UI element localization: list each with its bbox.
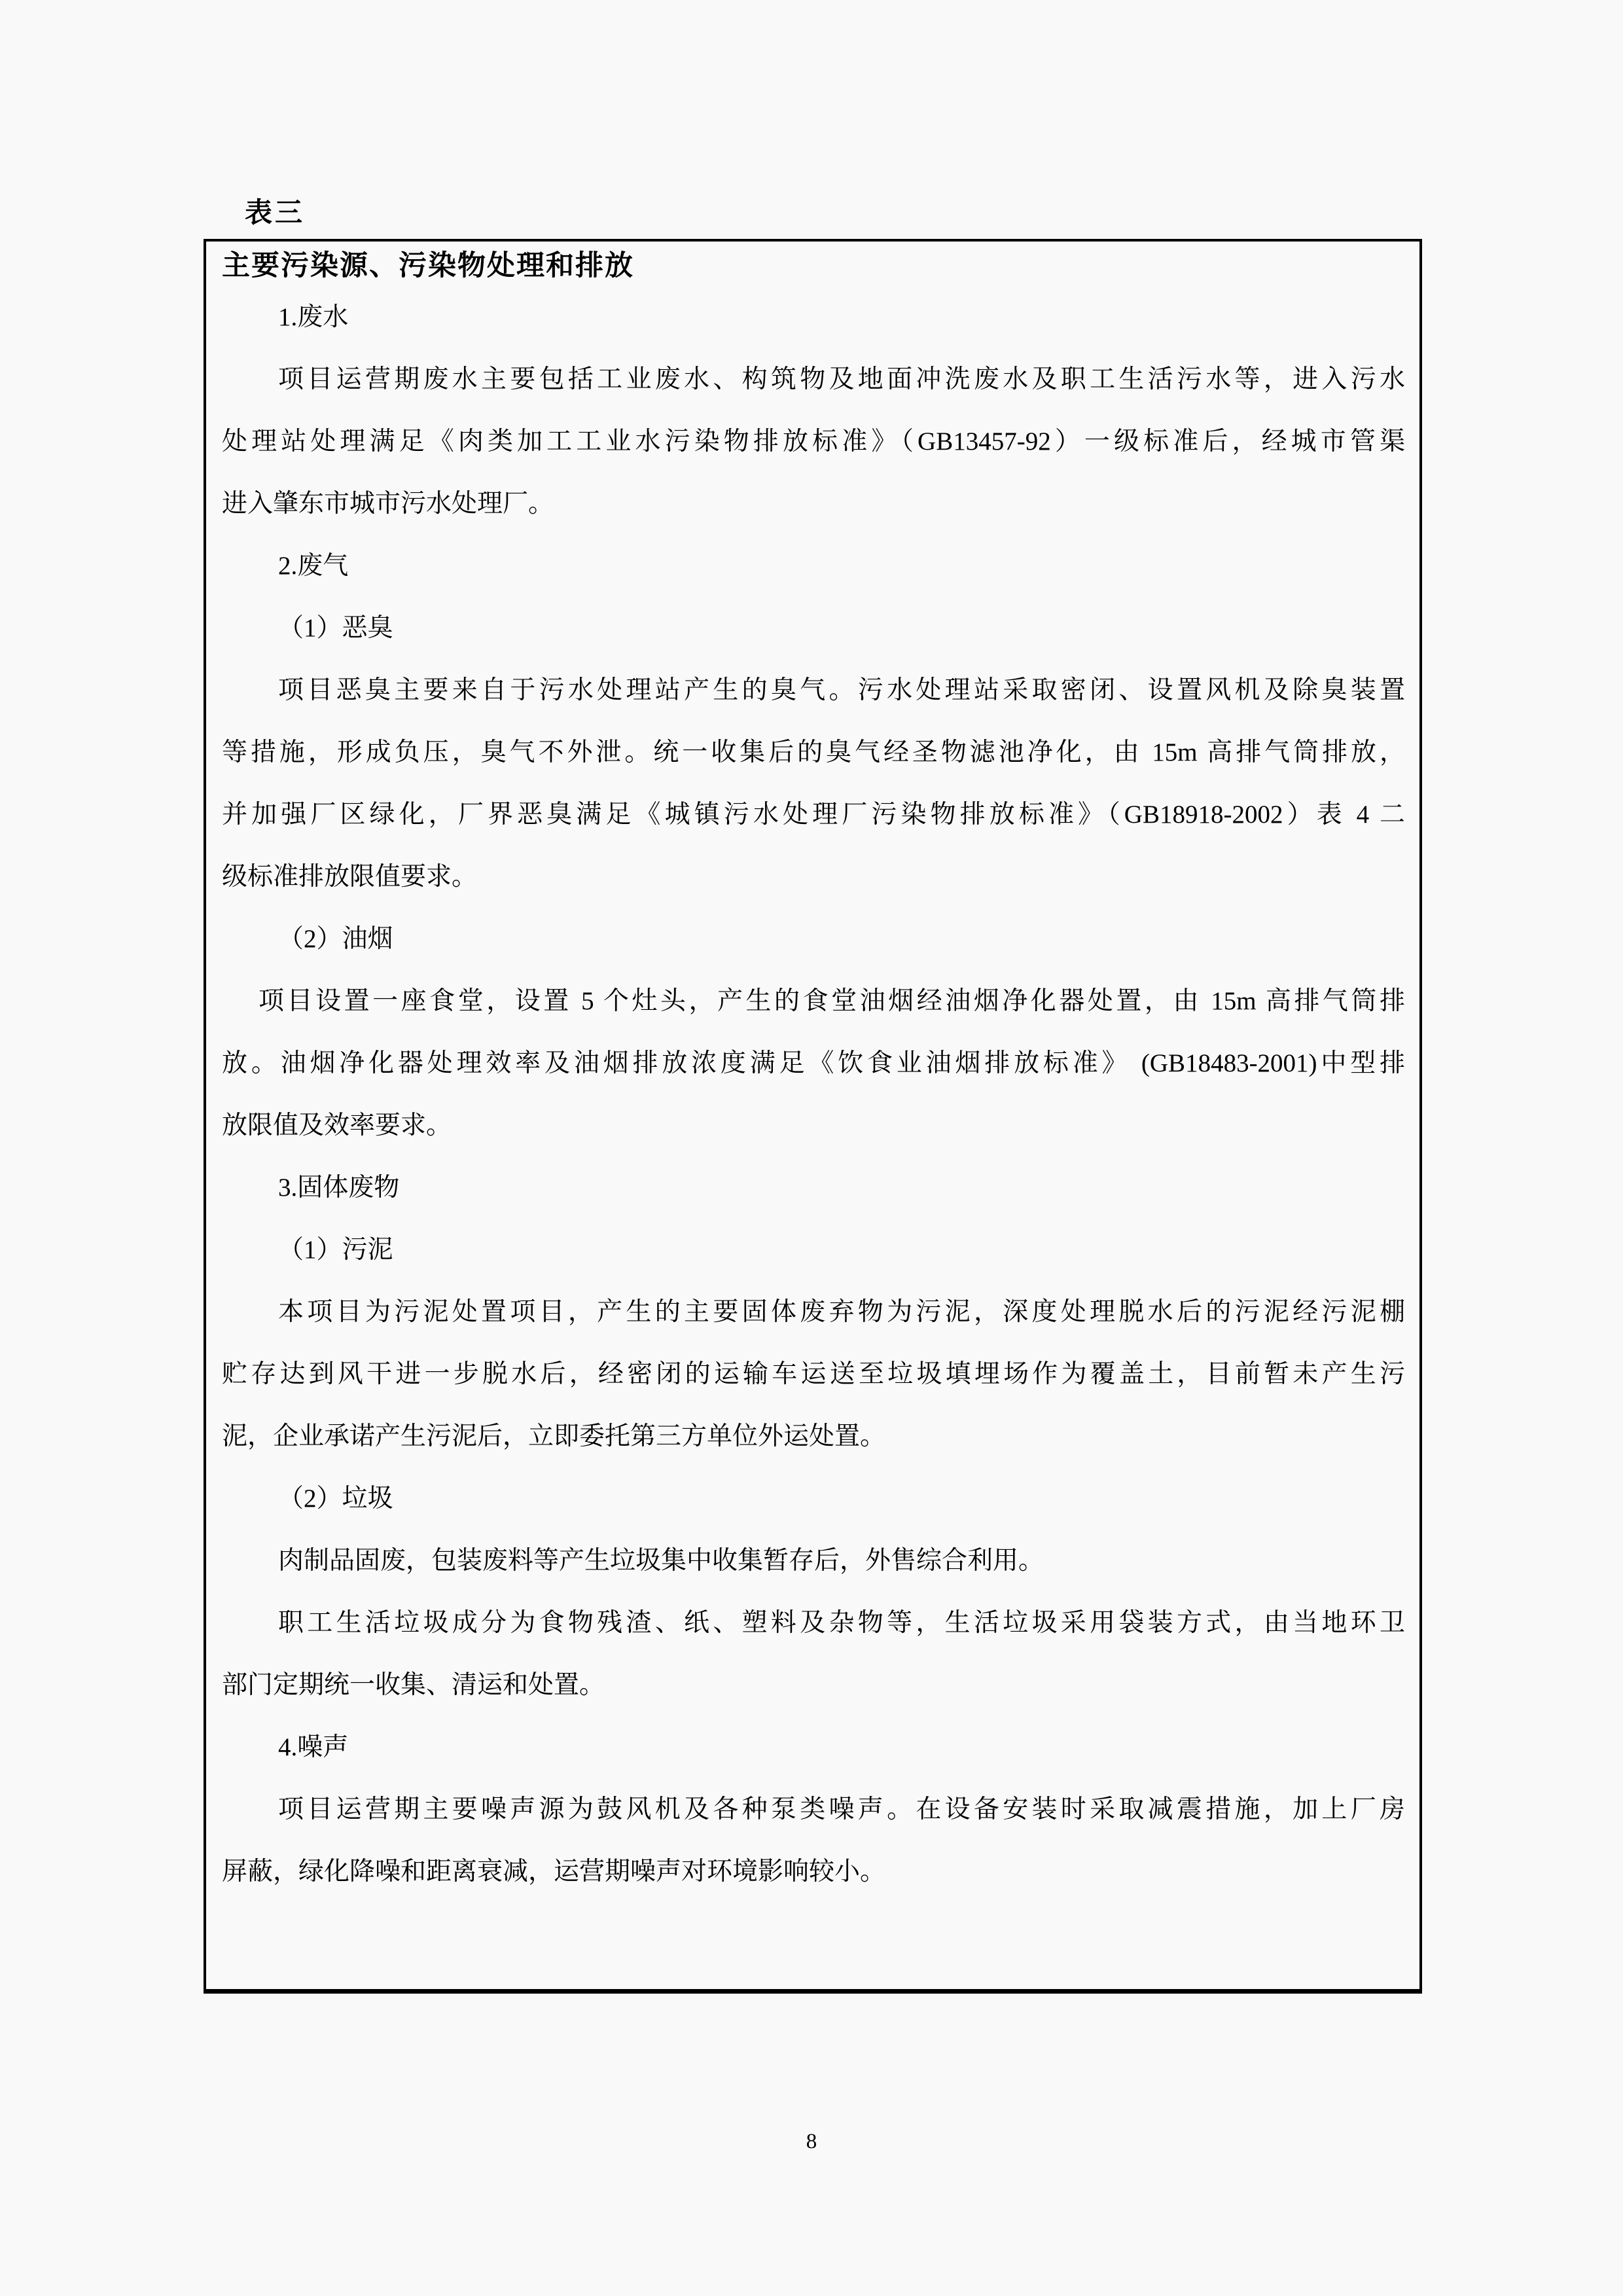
heading-noise: 4.噪声 — [278, 1733, 349, 1761]
paragraph-line: 放限值及效率要求。 — [222, 1111, 452, 1139]
paragraph-line: 本项目为污泥处置项目，产生的主要固体废弃物为污泥，深度处理脱水后的污泥经污泥棚 — [278, 1298, 1405, 1326]
paragraph-line: 放。油烟净化器处理效率及油烟排放浓度满足《饮食业油烟排放标准》 (GB18483-2001)中型排 — [222, 1049, 1405, 1077]
paragraph-line: 进入肇东市城市污水处理厂。 — [222, 490, 554, 518]
heading-odor: （1）恶臭 — [278, 614, 393, 642]
paragraph-line: 肉制品固废，包装废料等产生垃圾集中收集暂存后，外售综合利用。 — [278, 1547, 1044, 1575]
paragraph-line: 处理站处理满足《肉类加工工业水污染物排放标准》（GB13457-92）一级标准后，经城市管渠 — [222, 427, 1405, 456]
page-number: 8 — [806, 2130, 817, 2153]
paragraph-line: 等措施，形成负压，臭气不外泄。统一收集后的臭气经圣物滤池净化，由 15m 高排气筒排放， — [222, 738, 1405, 766]
paragraph-line: 项目运营期废水主要包括工业废水、构筑物及地面冲洗废水及职工生活污水等，进入污水 — [278, 365, 1405, 393]
heading-fume: （2）油烟 — [278, 925, 393, 953]
form-table-cell — [204, 239, 1422, 1994]
paragraph-line: 并加强厂区绿化，厂界恶臭满足《城镇污水处理厂污染物排放标准》（GB18918-2002）表 4 二 — [222, 800, 1405, 829]
heading-waste-gas: 2.废气 — [278, 552, 349, 580]
heading-solid-waste: 3.固体废物 — [278, 1174, 400, 1202]
paragraph-line: 项目设置一座食堂，设置 5 个灶头，产生的食堂油烟经油烟净化器处置，由 15m 高排气筒排 — [259, 987, 1405, 1015]
heading-garbage: （2）垃圾 — [278, 1484, 393, 1513]
paragraph-line: 泥，企业承诺产生污泥后，立即委托第三方单位外运处置。 — [222, 1422, 886, 1450]
heading-wastewater: 1.废水 — [278, 303, 349, 331]
section-title: 主要污染源、污染物处理和排放 — [222, 250, 634, 281]
heading-sludge: （1）污泥 — [278, 1236, 393, 1264]
paragraph-line: 职工生活垃圾成分为食物残渣、纸、塑料及杂物等，生活垃圾采用袋装方式，由当地环卫 — [278, 1609, 1405, 1637]
paragraph-line: 项目运营期主要噪声源为鼓风机及各种泵类噪声。在设备安装时采取减震措施，加上厂房 — [278, 1795, 1405, 1823]
section-body — [222, 286, 1405, 1903]
paragraph-line: 级标准排放限值要求。 — [222, 863, 478, 891]
paragraph-line: 部门定期统一收集、清运和处置。 — [222, 1671, 605, 1699]
paragraph-line: 项目恶臭主要来自于污水处理站产生的臭气。污水处理站采取密闭、设置风机及除臭装置 — [278, 676, 1405, 704]
paragraph-line: 贮存达到风干进一步脱水后，经密闭的运输车运送至垃圾填埋场作为覆盖土，目前暂未产生污 — [222, 1360, 1405, 1388]
paragraph-line: 屏蔽，绿化降噪和距离衰减，运营期噪声对环境影响较小。 — [222, 1857, 886, 1886]
table-caption: 表三 — [245, 197, 306, 228]
